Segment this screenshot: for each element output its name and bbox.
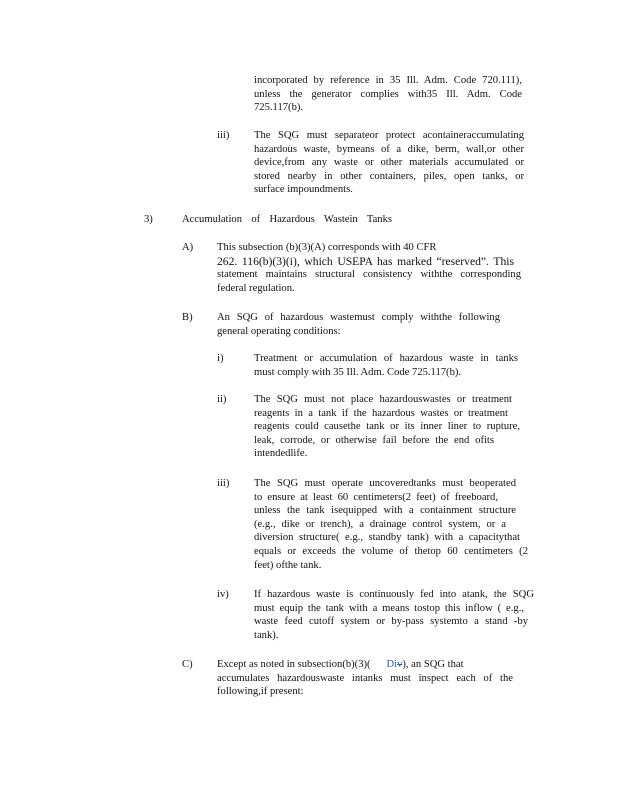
- text-line: feet) ofthe tank.: [254, 559, 322, 571]
- text-line: hazardous waste, bymeans of a dike, berm, wall,or other: [254, 143, 524, 155]
- text-line: surface impoundments.: [254, 184, 353, 196]
- text-line: accumulates hazardouswaste intanks must inspect each of the: [217, 672, 513, 684]
- text-line-tail: ), an SQG that: [402, 659, 464, 670]
- text-line: incorporated by reference in 35 Ill. Adm. Code 720.111),: [254, 75, 522, 86]
- item-label: B): [182, 312, 193, 323]
- text-line: This subsection (b)(3)(A) corresponds with 40 CFR: [217, 242, 437, 253]
- text-line: 262. 116(b)(3)(i), which USEPA has marked “reserved”. This: [217, 254, 514, 268]
- item-label: iv): [217, 589, 229, 600]
- item-label: i): [217, 353, 224, 364]
- text-line: If hazardous waste is continuously fed into atank, the SQG: [254, 589, 534, 600]
- item-label: C): [182, 659, 193, 670]
- item-label: A): [182, 242, 194, 253]
- text-line: statement maintains structural consistency withthe corresponding: [217, 269, 521, 281]
- text-line: to ensure at least 60 centimeters(2 feet) of freeboard,: [254, 491, 498, 503]
- text-line: unless the generator complies with35 Ill. Adm. Code: [254, 88, 522, 100]
- text-line-lead: Except as noted in subsection(b)(3)(: [217, 659, 371, 670]
- cross-reference-text: Di: [386, 659, 398, 670]
- text-line: Accumulation of Hazardous Wastein Tanks: [182, 214, 392, 225]
- paragraph-item-iii-separation: [254, 129, 524, 197]
- text-line: leak, corrode, or otherwise fail before the end ofits: [254, 434, 494, 446]
- text-line: waste feed cutoff system or by-pass systemto a stand -by: [254, 616, 528, 628]
- text-line: reagents in a tank if the hazardous wastes or treatment: [254, 407, 508, 419]
- text-line: federal regulation.: [217, 282, 295, 294]
- cross-reference-link[interactable]: [386, 659, 402, 670]
- text-line: An SQG of hazardous wastemust comply withthe following: [217, 312, 500, 323]
- text-line: general operating conditions:: [217, 325, 341, 337]
- text-line: The SQG must not place hazardouswastes or treatment: [254, 394, 512, 405]
- text-line: The SQG must separateor protect acontaineraccumulating: [254, 130, 524, 141]
- paragraph-item-i: [254, 352, 518, 379]
- text-line: (e.g., dike or trench), a drainage control system, or a: [254, 518, 506, 530]
- text-line: tank).: [254, 629, 279, 641]
- text-line: equals or exceeds the volume of thetop 60 centimeters (2: [254, 545, 528, 557]
- item-label: iii): [217, 478, 230, 489]
- paragraph-item-iii-freeboard: [254, 477, 528, 572]
- text-line: [217, 658, 513, 672]
- text-line: device,from any waste or other materials accumulated or: [254, 157, 524, 169]
- text-line: unless the tank isequipped with a containment structure: [254, 505, 516, 517]
- section-label: 3): [144, 214, 153, 225]
- text-line: following,if present:: [217, 686, 304, 698]
- text-line: Treatment or accumulation of hazardous waste in tanks: [254, 353, 518, 364]
- paragraph-subsection-a: [217, 241, 521, 295]
- text-line: must comply with 35 Ill. Adm. Code 725.117(b).: [254, 366, 462, 378]
- text-line: reagents could causethe tank or its inner liner to rupture,: [254, 421, 520, 433]
- item-label: ii): [217, 394, 227, 405]
- paragraph-subsection-b: [217, 311, 500, 338]
- text-line: diversion structure( e.g., standby tank) with a capacitythat: [254, 532, 520, 544]
- paragraph-item-ii: [254, 393, 520, 461]
- text-line: must equip the tank with a means tostop this inflow ( e.g.,: [254, 602, 524, 614]
- text-line: The SQG must operate uncoveredtanks must beoperated: [254, 478, 516, 489]
- text-line: intendedlife.: [254, 448, 308, 460]
- text-line: 725.117(b).: [254, 102, 304, 114]
- deleted-text: v: [397, 659, 403, 670]
- text-line: stored nearby in other containers, piles, open tanks, or: [254, 170, 524, 182]
- section-heading: [182, 213, 392, 227]
- paragraph-continuation: [254, 74, 522, 115]
- paragraph-subsection-c: [217, 658, 513, 699]
- paragraph-item-iv: [254, 588, 534, 642]
- item-label: iii): [217, 130, 230, 141]
